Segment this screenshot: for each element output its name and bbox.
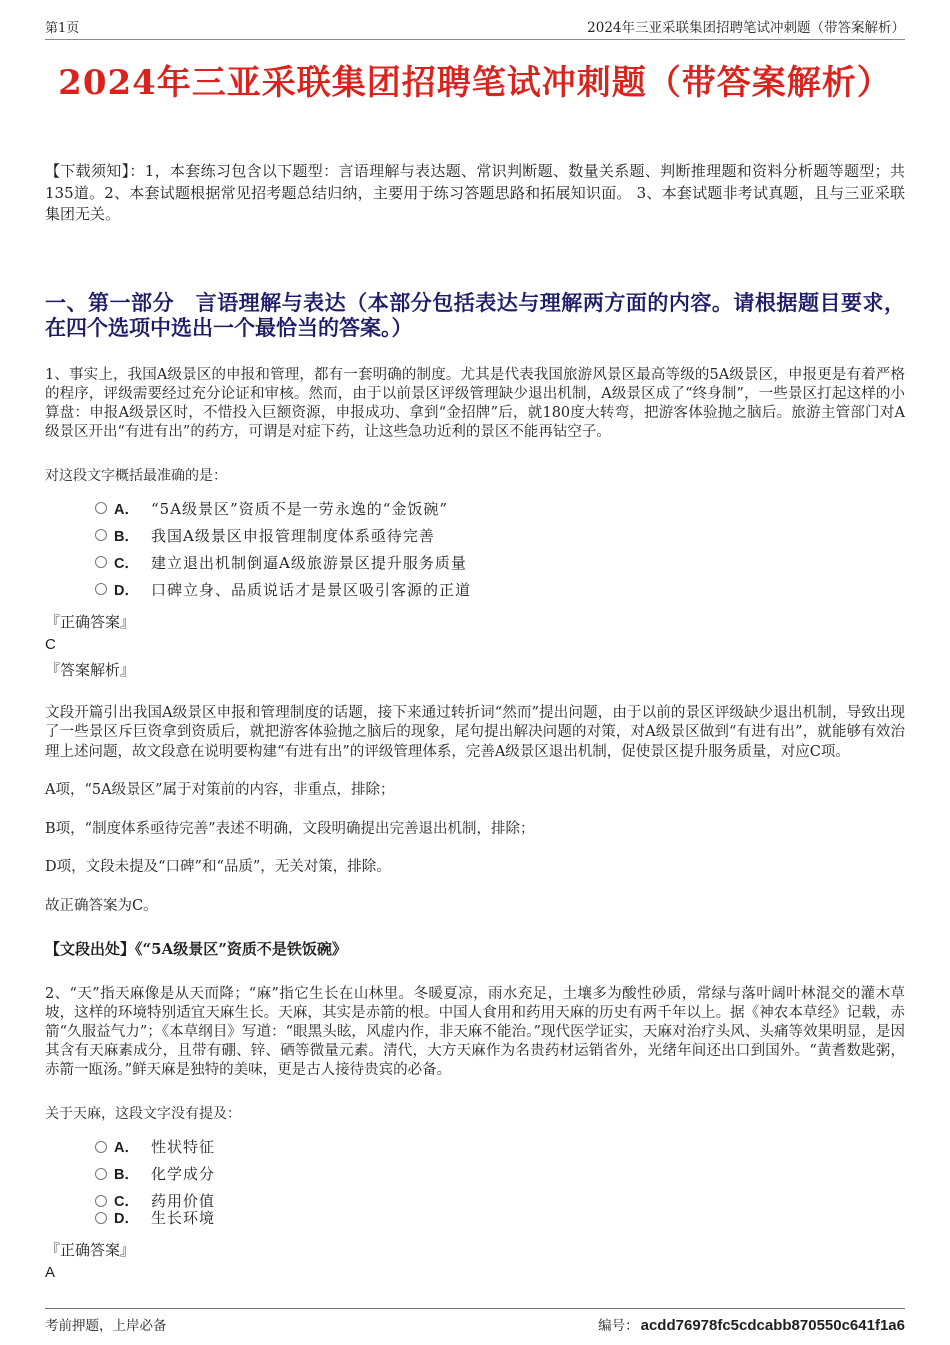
option-letter: C． — [114, 1194, 139, 1210]
page-number: 第1页 — [45, 21, 80, 36]
analysis-paragraph: B项，“制度体系亟待完善”表述不明确，文段明确提出完善退出机制，排除； — [45, 820, 535, 837]
option-b-radio[interactable] — [95, 1168, 107, 1180]
question-1-options — [45, 501, 905, 597]
main-title: 2024年三亚采联集团招聘笔试冲刺题（带答案解析） — [58, 63, 892, 103]
question-2-prompt: 关于天麻，这段文字没有提及： — [45, 1106, 241, 1122]
option-text: “5A级景区”资质不是一劳永逸的“金饭碗” — [150, 499, 449, 518]
question-1-stem: 1、事实上，我国A级景区的申报和管理，都有一套明确的制度。尤其是代表我国旅游风景区最高等级的5A级景区，申报更是有着严格的程序，评级需要经过充分论证和审核。然而，由于以前景区评级管理缺少退出机制，A级景区成了“终身制”，一些景区打起这样的小算盘：申报A级景区时，不惜投入巨额资源，申报成功、拿到“金招牌”后，就180度大转弯，把游客体验抛之脑后。旅游主管部门对A级景区开出“有进有出”的药方，可谓是对症下药，让这些急功近利的景区不能再钻空子。 — [45, 366, 905, 440]
footer-code-label: 编号： — [598, 1318, 639, 1334]
option-a-radio[interactable] — [95, 1141, 107, 1153]
option-letter: D． — [114, 582, 139, 599]
option-row — [95, 528, 905, 543]
option-text: 生长环境 — [150, 1209, 215, 1227]
option-row — [95, 1139, 905, 1154]
download-notice: 【下载须知】：1，本套练习包含以下题型：言语理解与表达题、常识判断题、数量关系题、判断推理题和资料分析题等题型；共135道。2、本套试题根据常见招考题总结归纳，主要用于练习答题思路和拓展知识面。 3、本套试题非考试真题，且与三亚采联集团无关。 — [45, 162, 905, 223]
option-letter: A． — [114, 501, 139, 518]
option-letter: C． — [114, 555, 139, 572]
option-row — [95, 1166, 905, 1181]
option-text: 建立退出机制倒逼A级旅游景区提升服务质量 — [150, 553, 467, 572]
option-row — [95, 555, 905, 570]
option-letter: B． — [114, 1167, 139, 1183]
header-doc-title: 2024年三亚采联集团招聘笔试冲刺题（带答案解析） — [587, 20, 905, 36]
correct-answer-label: 『正确答案』 — [45, 612, 136, 631]
option-b-radio[interactable] — [95, 529, 107, 541]
option-row — [95, 582, 905, 597]
option-row — [95, 1193, 905, 1208]
correct-answer-value: C — [45, 635, 56, 653]
option-c-radio[interactable] — [95, 556, 107, 568]
question-2-stem: 2、“天”指天麻像是从天而降；“麻”指它生长在山林里。冬暖夏凉，雨水充足，土壤多为酸性砂质，常绿与落叶阔叶林混交的灌木草坡，这样的环境特别适宜天麻生长。天麻，其实是赤箭的根。中国人食用和药用天麻的历史有两千年以上。据《神农本草经》记载，赤箭“久服益气力”；《本草纲目》写道：“眼黑头眩，风虚内作，非天麻不能治。”现代医学证实，天麻对治疗头风、头痛等效果明显，是因其含有天麻素成分，且带有硼、锌、硒等微量元素。清代，大方天麻作为名贵药材运销省外，光绪年间还出口到国外。“黄耆数匙粥，赤箭一瓯汤。”鲜天麻是独特的美味，更是古人接待贵宾的必备。 — [45, 986, 905, 1078]
analysis-paragraph: 文段开篇引出我国A级景区申报和管理制度的话题，接下来通过转折词“然而”提出问题，由于以前的景区评级缺少退出机制，导致出现了一些景区斥巨资拿到资质后，就把游客体验抛之脑后的现象，尾句提出解决问题的对策，对A级景区做到“有进有出”，就能够有效治理上述问题，故文段意在说明要构建“有进有出”的评级管理体系，完善A级景区退出机制，促使景区提升服务质量，对应C项。 — [45, 704, 905, 760]
option-letter: A． — [114, 1140, 139, 1156]
option-text: 化学成分 — [150, 1165, 215, 1183]
footer-code: acdd76978fc5cdcabb870550c641f1a6 — [640, 1317, 905, 1334]
analysis-conclusion: 故正确答案为C。 — [45, 897, 158, 914]
question-2-options — [45, 1139, 905, 1225]
footer-code-group — [598, 1314, 905, 1334]
option-row — [95, 1210, 905, 1225]
correct-answer-label: 『正确答案』 — [45, 1241, 136, 1259]
option-d-radio[interactable] — [95, 583, 107, 595]
option-text: 我国A级景区申报管理制度体系亟待完善 — [150, 526, 435, 545]
option-c-radio[interactable] — [95, 1195, 107, 1207]
option-letter: D． — [114, 1211, 139, 1227]
option-letter: B． — [114, 528, 139, 545]
correct-answer-value: A — [45, 1264, 56, 1281]
option-text: 口碑立身、品质说话才是景区吸引客源的正道 — [150, 580, 471, 599]
question-block-2 — [45, 985, 905, 1281]
section-heading: 一、第一部分 言语理解与表达（本部分包括表达与理解两方面的内容。请根据题目要求，在四个选项中选出一个最恰当的答案。） — [45, 289, 905, 340]
analysis-label: 『答案解析』 — [45, 660, 136, 679]
option-text: 药用价值 — [150, 1192, 215, 1210]
question-block-1 — [45, 366, 905, 960]
analysis-paragraph: A项，“5A级景区”属于对策前的内容，非重点，排除； — [45, 782, 395, 798]
option-row — [95, 501, 905, 516]
option-a-radio[interactable] — [95, 502, 107, 514]
option-d-radio[interactable] — [95, 1212, 107, 1224]
option-text: 性状特征 — [150, 1138, 215, 1156]
footer-slogan: 考前押题，上岸必备 — [45, 1318, 167, 1334]
question-1-prompt: 对这段文字概括最准确的是： — [45, 467, 227, 484]
page-header — [45, 0, 905, 40]
passage-source: 【文段出处】《“5A级景区”资质不是铁饭碗》 — [45, 940, 347, 958]
page-footer — [45, 1308, 905, 1334]
analysis-paragraph: D项，文段未提及“口碑”和“品质”，无关对策，排除。 — [45, 859, 391, 875]
